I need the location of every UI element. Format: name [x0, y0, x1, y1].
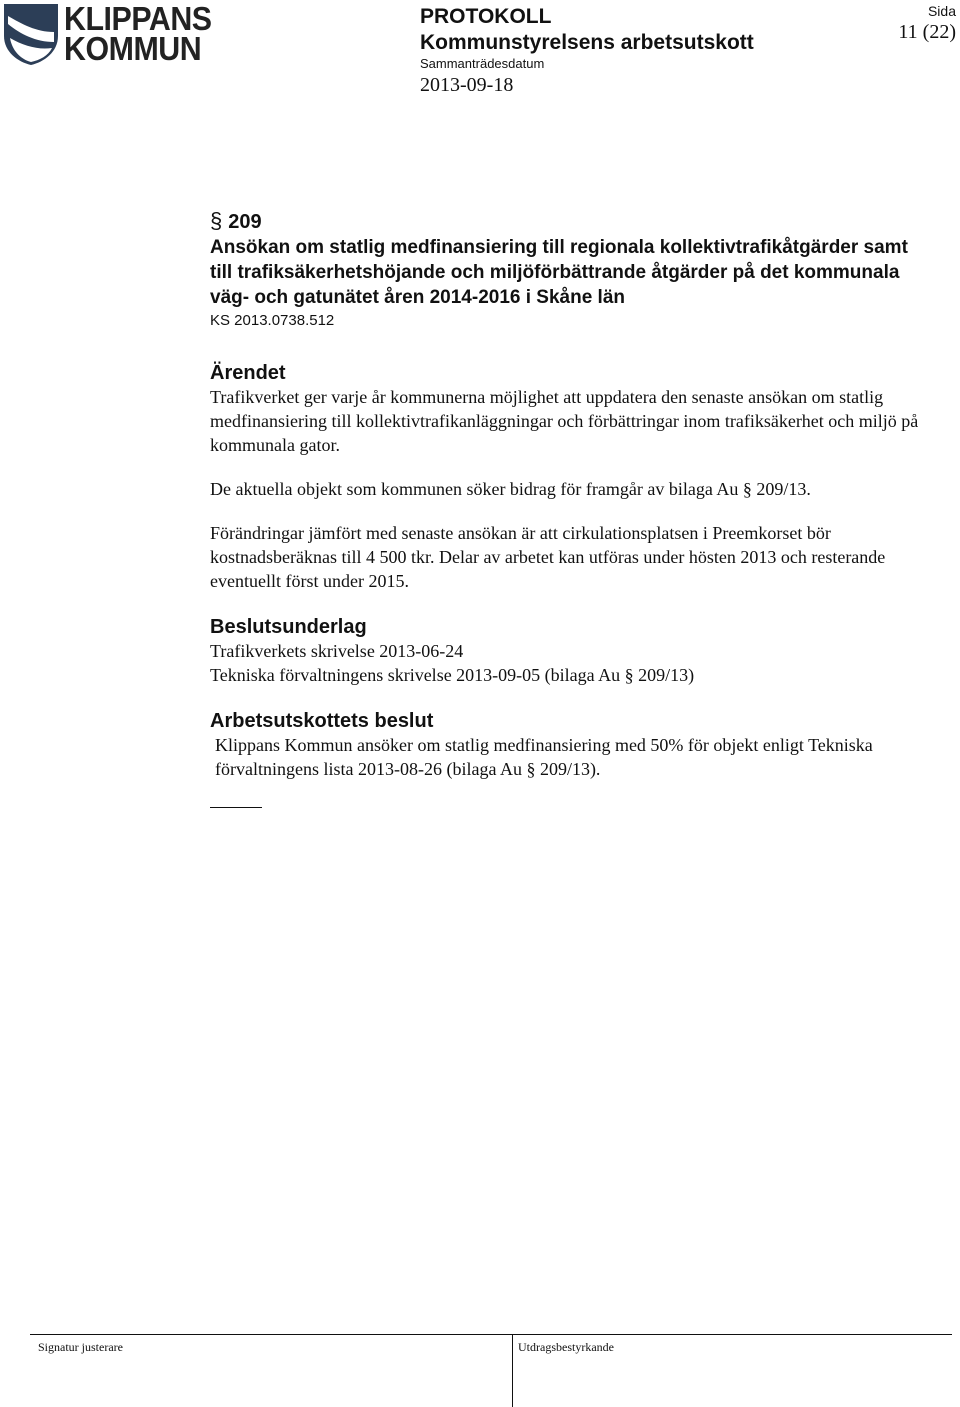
section-sign-icon: §	[210, 208, 223, 233]
paragraph-number	[210, 208, 930, 235]
shield-emblem-icon	[2, 2, 60, 66]
meeting-date-label: Sammanträdesdatum	[420, 56, 545, 71]
logo-line-2: KOMMUN	[64, 30, 202, 67]
document-header	[420, 4, 754, 98]
municipality-logo	[2, 2, 217, 68]
signature-label: Signatur justerare	[38, 1340, 123, 1354]
paragraph-number-value: 209	[228, 211, 262, 233]
case-title: Ansökan om statlig medfinansiering till regionala kollektivtrafikåtgärder samt till trafiksäkerhetshöjande och miljöförbättrande åtgärder på det kommunala väg- och gatunätet åren 2014-2016 i Skåne län	[210, 237, 908, 308]
signature-footer	[30, 1334, 952, 1407]
end-divider	[210, 807, 262, 808]
footer-divider	[512, 1335, 513, 1407]
beslutsunderlag-heading: Beslutsunderlag	[210, 616, 367, 638]
page-indicator	[898, 2, 956, 44]
decision-text: Klippans Kommun ansöker om statlig medfinansiering med 50% för objekt enligt Tekniska förvaltningens lista 2013-08-26 (bilaga Au § 209/13).	[215, 735, 873, 779]
protocol-body	[210, 208, 930, 796]
meeting-date: 2013-09-18	[420, 74, 514, 96]
arendet-paragraph-1: Trafikverket ger varje år kommunerna möjlighet att uppdatera den senaste ansökan om statlig medfinansiering till kollektivtrafikanläggningar och förbättringar inom trafiksäkerhet och miljö på kommunala gator.	[210, 387, 919, 455]
document-type: PROTOKOLL	[420, 5, 552, 28]
logo-line-1: KLIPPANS	[64, 0, 212, 37]
beslutsunderlag-item-1: Trafikverkets skrivelse 2013-06-24	[210, 641, 464, 661]
beslutsunderlag-item-2: Tekniska förvaltningens skrivelse 2013-09-05 (bilaga Au § 209/13)	[210, 665, 695, 685]
case-number: KS 2013.0738.512	[210, 312, 335, 329]
certification-label: Utdragsbestyrkande	[518, 1340, 614, 1354]
decision-heading: Arbetsutskottets beslut	[210, 710, 434, 732]
arendet-paragraph-2: De aktuella objekt som kommunen söker bidrag för framgår av bilaga Au § 209/13.	[210, 479, 811, 499]
arendet-heading: Ärendet	[210, 362, 286, 384]
page-label: Sida	[927, 3, 956, 19]
logo-wordmark	[64, 0, 212, 67]
page-number: 11 (22)	[898, 21, 956, 43]
committee-name: Kommunstyrelsens arbetsutskott	[420, 31, 754, 54]
arendet-paragraph-3: Förändringar jämfört med senaste ansökan är att cirkulationsplatsen i Preemkorset bör kostnadsberäknas till 4 500 tkr. Delar av arbetet kan utföras under hösten 2013 och resterande eventuellt först under 2015.	[210, 523, 886, 591]
